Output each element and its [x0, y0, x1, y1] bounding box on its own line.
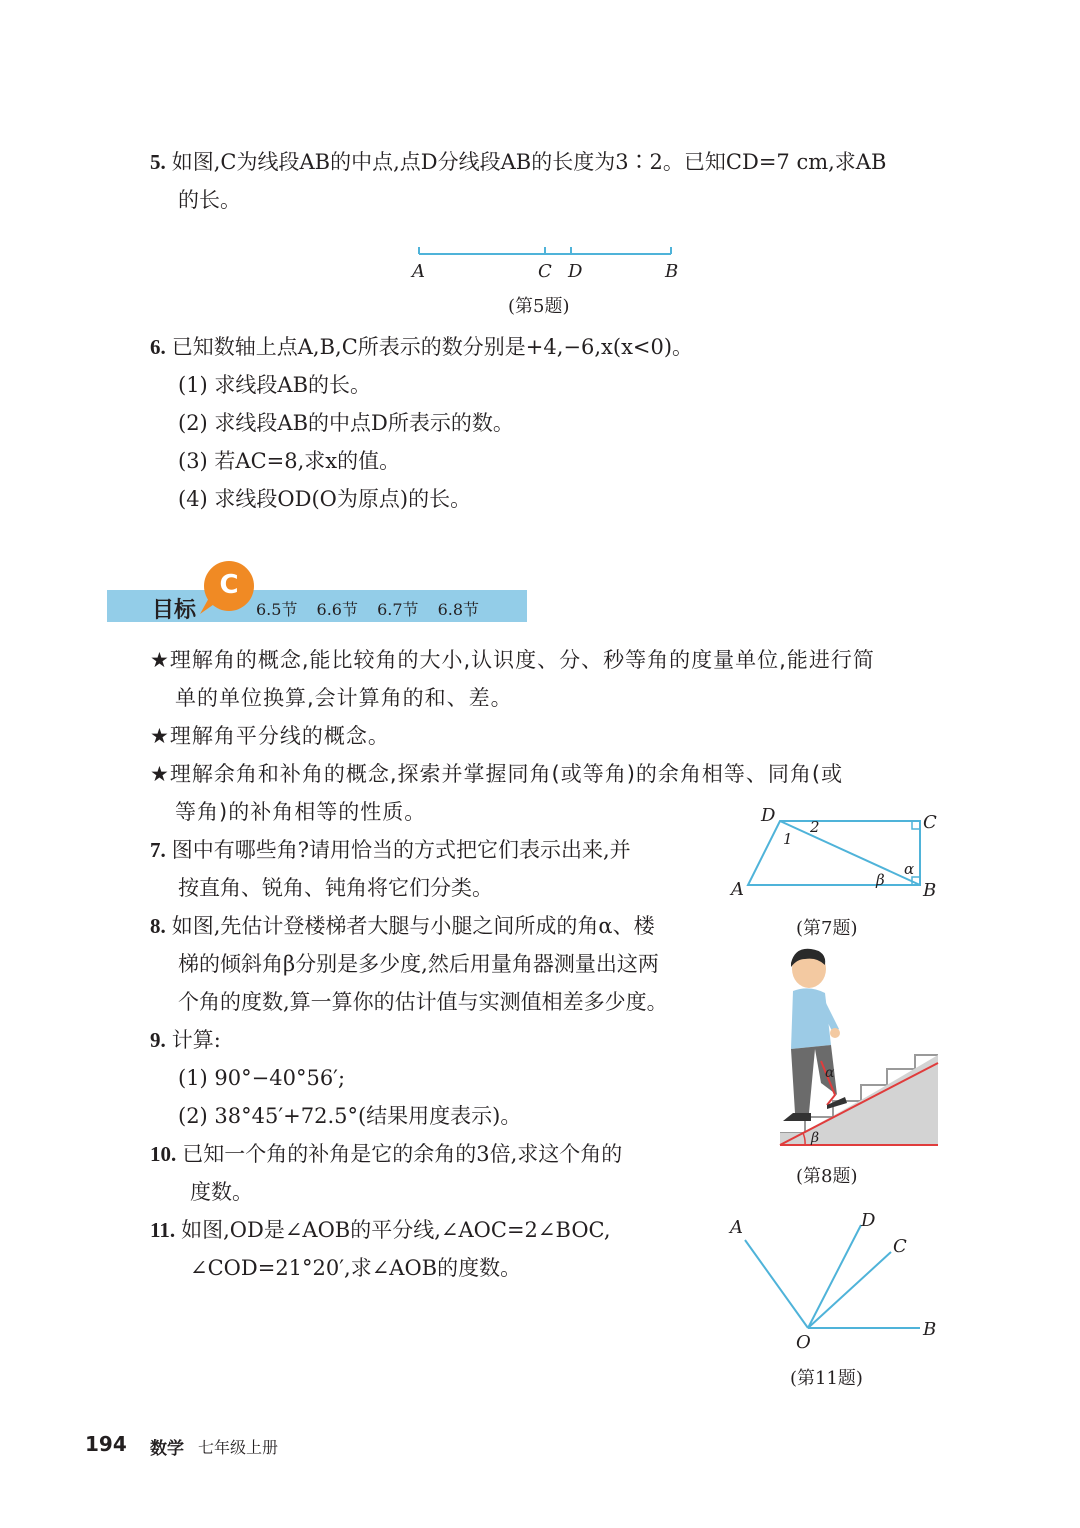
figure-7-caption: (第7题) — [796, 918, 858, 939]
goal-bullet-2: ★理解角平分线的概念。 — [150, 724, 390, 748]
angle-2-label: 2 — [810, 818, 820, 836]
problem-9-part-1: (1) 90°−40°56′; — [178, 1066, 346, 1090]
angle-beta-label: β — [876, 871, 885, 889]
figure-5-caption: (第5题) — [508, 296, 570, 317]
goal-bullet-1-continued: 单的单位换算,会计算角的和、差。 — [175, 686, 513, 710]
problem-text: 如图,C为线段AB的中点,点D分线段AB的长度为3∶2。已知CD=7 cm,求AB — [171, 150, 887, 174]
point-d-label: D — [568, 261, 583, 282]
figure-7-trapezoid — [725, 800, 945, 905]
footer-grade: 七年级上册 — [198, 1438, 279, 1457]
problem-text: 已知数轴上点A,B,C所表示的数分别是+4,−6,x(x<0)。 — [171, 335, 694, 359]
point-b-label: B — [665, 261, 679, 282]
problem-text: 计算: — [171, 1028, 221, 1052]
problem-11-continued: ∠COD=21°20′,求∠AOB的度数。 — [190, 1256, 522, 1280]
problem-text: 如图,OD是∠AOB的平分线,∠AOC=2∠BOC, — [181, 1218, 611, 1242]
point-c-label: C — [538, 261, 552, 282]
ray-b-label: B — [923, 1319, 937, 1340]
problem-6-part-3: (3) 若AC=8,求x的值。 — [178, 449, 401, 473]
problem-9 — [150, 1021, 221, 1059]
ray-c-label: C — [893, 1236, 907, 1257]
problem-7-continued: 按直角、锐角、钝角将它们分类。 — [178, 876, 493, 900]
angle-beta-label: β — [811, 1130, 820, 1146]
figure-8-caption: (第8题) — [796, 1166, 858, 1187]
angle-1-label: 1 — [783, 830, 793, 848]
angle-alpha-label: α — [904, 860, 915, 878]
problem-10-continued: 度数。 — [190, 1180, 253, 1204]
ray-a-label: A — [730, 1217, 743, 1238]
problem-6 — [150, 328, 693, 366]
problem-8-line-3: 个角的度数,算一算你的估计值与实测值相差多少度。 — [178, 990, 668, 1014]
problem-8-line-2: 梯的倾斜角β分别是多少度,然后用量角器测量出这两 — [178, 952, 659, 976]
angle-alpha-label: α — [825, 1065, 835, 1081]
page-number: 194 — [85, 1432, 127, 1456]
footer-subject: 数学 — [150, 1439, 184, 1459]
problem-number: 6. — [150, 335, 166, 359]
point-d-label: D — [761, 805, 776, 826]
problem-10 — [150, 1135, 622, 1173]
problem-text: 已知一个角的补角是它的余角的3倍,求这个角的 — [182, 1142, 623, 1166]
figure-11-caption: (第11题) — [790, 1368, 863, 1389]
point-b-label: B — [923, 880, 937, 901]
problem-5 — [150, 143, 886, 181]
figure-8-stairs-illustration — [765, 945, 940, 1150]
problem-7 — [150, 831, 631, 869]
badge-pointer-icon — [198, 596, 220, 616]
problem-number: 8. — [150, 914, 166, 938]
problem-number: 11. — [150, 1218, 176, 1242]
point-c-label: C — [923, 812, 937, 833]
vertex-o-label: O — [796, 1332, 811, 1353]
problem-number: 5. — [150, 150, 166, 174]
problem-number: 10. — [150, 1142, 177, 1166]
problem-text: 图中有哪些角?请用恰当的方式把它们表示出来,并 — [171, 838, 631, 862]
problem-11 — [150, 1211, 611, 1249]
problem-9-part-2: (2) 38°45′+72.5°(结果用度表示)。 — [178, 1104, 522, 1128]
problem-text: 如图,先估计登楼梯者大腿与小腿之间所成的角α、楼 — [171, 914, 655, 938]
ray-d-label: D — [861, 1210, 876, 1231]
problem-5-continued: 的长。 — [178, 188, 241, 212]
goal-title: 目标 — [152, 598, 197, 623]
point-a-label: A — [731, 879, 744, 900]
problem-6-part-1: (1) 求线段AB的长。 — [178, 373, 372, 397]
goal-bullet-3: ★理解余角和补角的概念,探索并掌握同角(或等角)的余角相等、同角(或 — [150, 762, 844, 786]
figure-5-segment — [400, 240, 700, 290]
problem-8 — [150, 907, 655, 945]
point-a-label: A — [412, 261, 425, 282]
problem-6-part-2: (2) 求线段AB的中点D所表示的数。 — [178, 411, 514, 435]
problem-6-part-4: (4) 求线段OD(O为原点)的长。 — [178, 487, 472, 511]
problem-number: 7. — [150, 838, 166, 862]
goal-level-badge: C — [204, 561, 254, 611]
problem-number: 9. — [150, 1028, 166, 1052]
figure-11-angles — [720, 1205, 945, 1355]
goal-sections: 6.5节 6.6节 6.7节 6.8节 — [256, 600, 480, 619]
goal-bullet-3-continued: 等角)的补角相等的性质。 — [175, 800, 427, 824]
goal-bullet-1: ★理解角的概念,能比较角的大小,认识度、分、秒等角的度量单位,能进行简 — [150, 648, 875, 672]
